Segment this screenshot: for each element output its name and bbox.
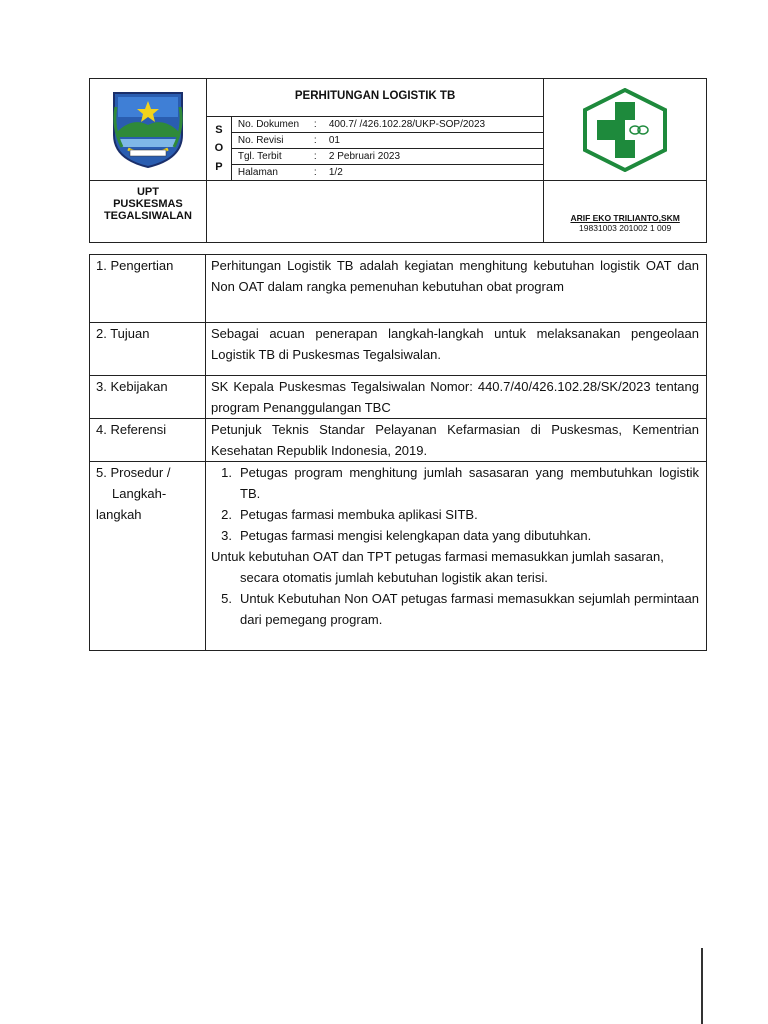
signer-nip: 19831003 201002 1 009 [579, 223, 672, 233]
meta-row-halaman [232, 165, 543, 180]
sop-content-table [89, 254, 707, 651]
step-number: 3. [221, 528, 232, 543]
meta-value: 2 Pebruari 2023 [328, 151, 401, 162]
org-name [90, 181, 206, 222]
step-item [211, 504, 699, 525]
row-prosedur [90, 462, 707, 651]
procedure-steps [206, 462, 707, 651]
step-item [211, 588, 699, 630]
section-text: Perhitungan Logistik TB adalah kegiatan menghitung kebutuhan logistik OAT dan Non OAT dalam rangka pemenuhan kebutuhan obat program [206, 255, 707, 323]
section-label: 4. Referensi [90, 419, 206, 462]
step-text: Untuk Kebutuhan Non OAT petugas farmasi memasukkan sejumlah permintaan dari pemegang program. [240, 591, 699, 627]
document-title: PERHITUNGAN LOGISTIK TB [207, 79, 543, 117]
meta-value: 400.7/ /426.102.28/UKP-SOP/2023 [328, 119, 486, 130]
org-line-3: TEGALSIWALAN [103, 210, 192, 222]
section-label: 3. Kebijakan [90, 376, 206, 419]
prosedur-label-1: 5. Prosedur / [96, 465, 171, 480]
puskesmas-logo [581, 88, 669, 172]
step-item [211, 525, 699, 546]
section-label: 2. Tujuan [90, 323, 206, 376]
page-edge-line [701, 948, 703, 1024]
signature-cell [544, 181, 707, 243]
org-name-cell [90, 181, 207, 243]
step-4-text [211, 546, 699, 588]
prosedur-label-2: Langkah- [112, 486, 167, 501]
meta-sep: : [313, 119, 317, 130]
section-label: 1. Pengertian [90, 255, 206, 323]
meta-label: No. Revisi [237, 135, 284, 146]
row-pengertian [90, 255, 707, 323]
meta-sep: : [313, 135, 317, 146]
meta-sep: : [313, 151, 317, 162]
step-4-line-2: secara otomatis jumlah kebutuhan logistik akan terisi. [240, 570, 548, 585]
sop-meta-rows [232, 117, 543, 180]
row-tujuan [90, 323, 707, 376]
sop-letter-o: O [214, 142, 224, 155]
signer-name: ARIF EKO TRILIANTO,SKM [570, 213, 680, 223]
blank-mid-cell [206, 181, 543, 243]
sop-letter-s: S [215, 124, 223, 137]
section-text: SK Kepala Puskesmas Tegalsiwalan Nomor: 440.7/40/426.102.28/SK/2023 tentang program Penanggulangan TBC [206, 376, 707, 419]
step-number: 5. [221, 591, 232, 606]
meta-sep: : [313, 167, 317, 178]
step-number: 2. [221, 507, 232, 522]
step-4-line-1: Untuk kebutuhan OAT dan TPT petugas farmasi memasukkan jumlah sasaran, [211, 549, 664, 564]
sop-grid [207, 117, 543, 180]
org-line-1: UPT [136, 186, 159, 198]
sop-info-cell [206, 79, 543, 181]
section-text: Sebagai acuan penerapan langkah-langkah untuk melaksanakan pengeolaan Logistik TB di Puskesmas Tegalsiwalan. [206, 323, 707, 376]
step-number: 1. [221, 465, 232, 480]
meta-row-no-revisi [232, 133, 543, 149]
step-text: Petugas farmasi mengisi kelengkapan data yang dibutuhkan. [240, 528, 592, 543]
step-item [211, 462, 699, 504]
signature-block [544, 181, 706, 233]
step-text: Petugas farmasi membuka aplikasi SITB. [240, 507, 478, 522]
meta-label: Tgl. Terbit [237, 151, 282, 162]
meta-value: 01 [328, 135, 340, 146]
section-text: Petunjuk Teknis Standar Pelayanan Kefarmasian di Puskesmas, Kementrian Kesehatan Republik Indonesia, 2019. [206, 419, 707, 462]
meta-row-tgl-terbit [232, 149, 543, 165]
meta-row-no-dokumen [232, 117, 543, 133]
sop-letter-p: P [215, 160, 223, 173]
crest-logo-cell [90, 79, 207, 181]
meta-label: No. Dokumen [237, 119, 300, 130]
prosedur-label-3: langkah [96, 507, 142, 522]
regency-crest-logo [108, 87, 188, 171]
org-line-2: PUSKESMAS [113, 198, 183, 210]
sop-header-table [89, 78, 707, 243]
section-label-prosedur [90, 462, 206, 651]
meta-value: 1/2 [328, 167, 343, 178]
sop-letters [207, 117, 232, 180]
row-kebijakan [90, 376, 707, 419]
meta-label: Halaman [237, 167, 278, 178]
step-text: Petugas program menghitung jumlah sasasaran yang membutuhkan logistik TB. [240, 465, 699, 501]
puskesmas-logo-cell [544, 79, 707, 181]
row-referensi [90, 419, 707, 462]
